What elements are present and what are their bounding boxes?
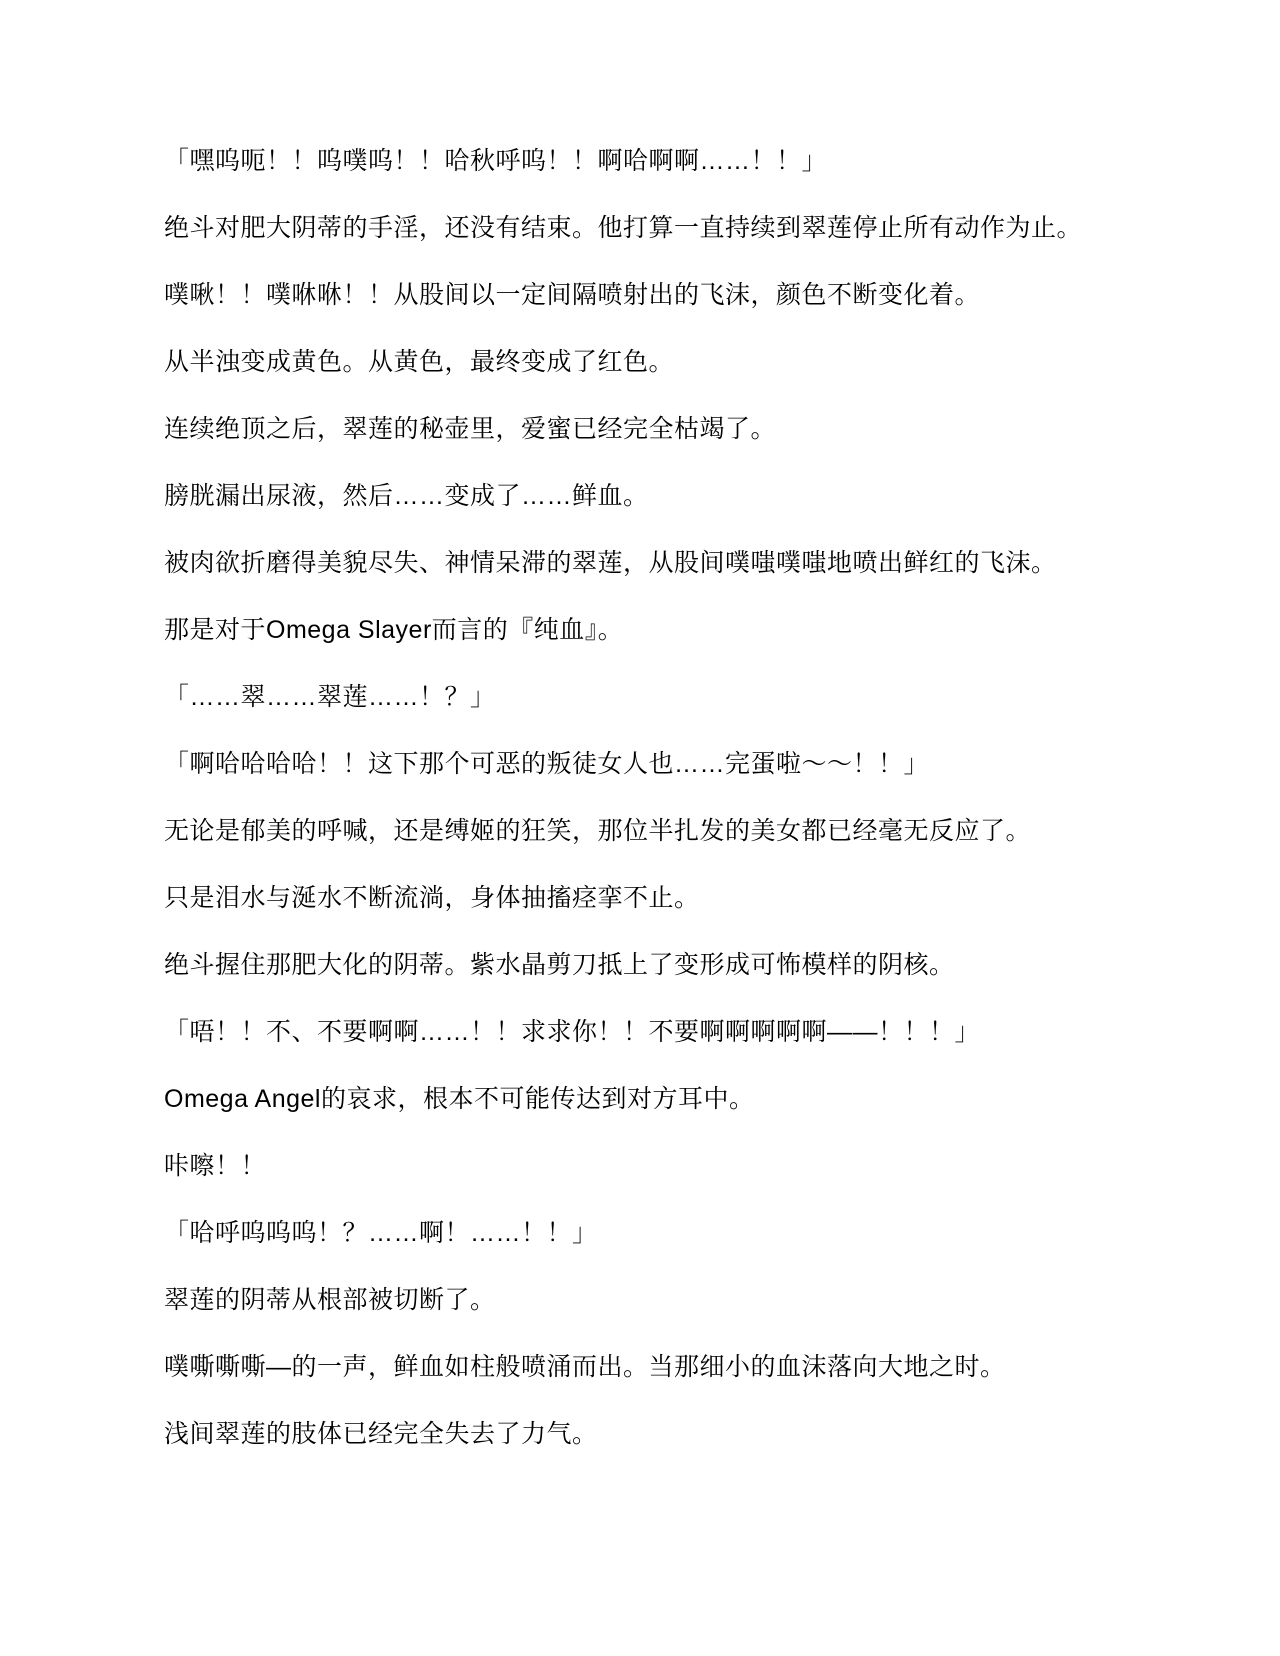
paragraph-line: 绝斗对肥大阴蒂的手淫，还没有结束。他打算一直持续到翠莲停止所有动作为止。 — [164, 214, 1083, 242]
paragraph-line: 只是泪水与涎水不断流淌，身体抽搐痉挛不止。 — [164, 884, 700, 912]
paragraph-line: 被肉欲折磨得美貌尽失、神情呆滞的翠莲，从股间噗嗤噗嗤地喷出鲜红的飞沫。 — [164, 549, 1057, 577]
paragraph-line: 「……翠……翠莲……！？」 — [164, 683, 496, 711]
paragraph-line: 绝斗握住那肥大化的阴蒂。紫水晶剪刀抵上了变形成可怖模样的阴核。 — [164, 951, 955, 979]
paragraph-line: 「唔！！不、不要啊啊……！！求求你！！不要啊啊啊啊啊——！！！」 — [164, 1018, 981, 1046]
paragraph-line: 「啊哈哈哈哈！！这下那个可恶的叛徒女人也……完蛋啦～～！！」 — [164, 750, 930, 778]
paragraph-line: 咔嚓！！ — [164, 1152, 267, 1180]
paragraph-line: 膀胱漏出尿液，然后……变成了……鲜血。 — [164, 482, 649, 510]
paragraph-line: 「哈呼呜呜呜！？……啊！……！！」 — [164, 1219, 598, 1247]
paragraph-line: 噗啾！！噗咻咻！！从股间以一定间隔喷射出的飞沫，颜色不断变化着。 — [164, 281, 981, 309]
paragraph-line: Omega Angel的哀求，根本不可能传达到对方耳中。 — [164, 1085, 755, 1113]
paragraph-line: 那是对于Omega Slayer而言的『纯血』。 — [164, 616, 624, 644]
paragraph-line: 翠莲的阴蒂从根部被切断了。 — [164, 1286, 496, 1314]
paragraph-line: 无论是郁美的呼喊，还是缚姬的狂笑，那位半扎发的美女都已经毫无反应了。 — [164, 817, 1032, 845]
paragraph-line: 从半浊变成黄色。从黄色，最终变成了红色。 — [164, 348, 675, 376]
paragraph-line: 「嘿呜呃！！呜噗呜！！哈秋呼呜！！啊哈啊啊……！！」 — [164, 147, 828, 175]
paragraph-line: 连续绝顶之后，翠莲的秘壶里，爱蜜已经完全枯竭了。 — [164, 415, 777, 443]
paragraph-line: 浅间翠莲的肢体已经完全失去了力气。 — [164, 1420, 598, 1448]
paragraph-line: 噗嘶嘶嘶—的一声，鲜血如柱般喷涌而出。当那细小的血沫落向大地之时。 — [164, 1353, 1006, 1381]
